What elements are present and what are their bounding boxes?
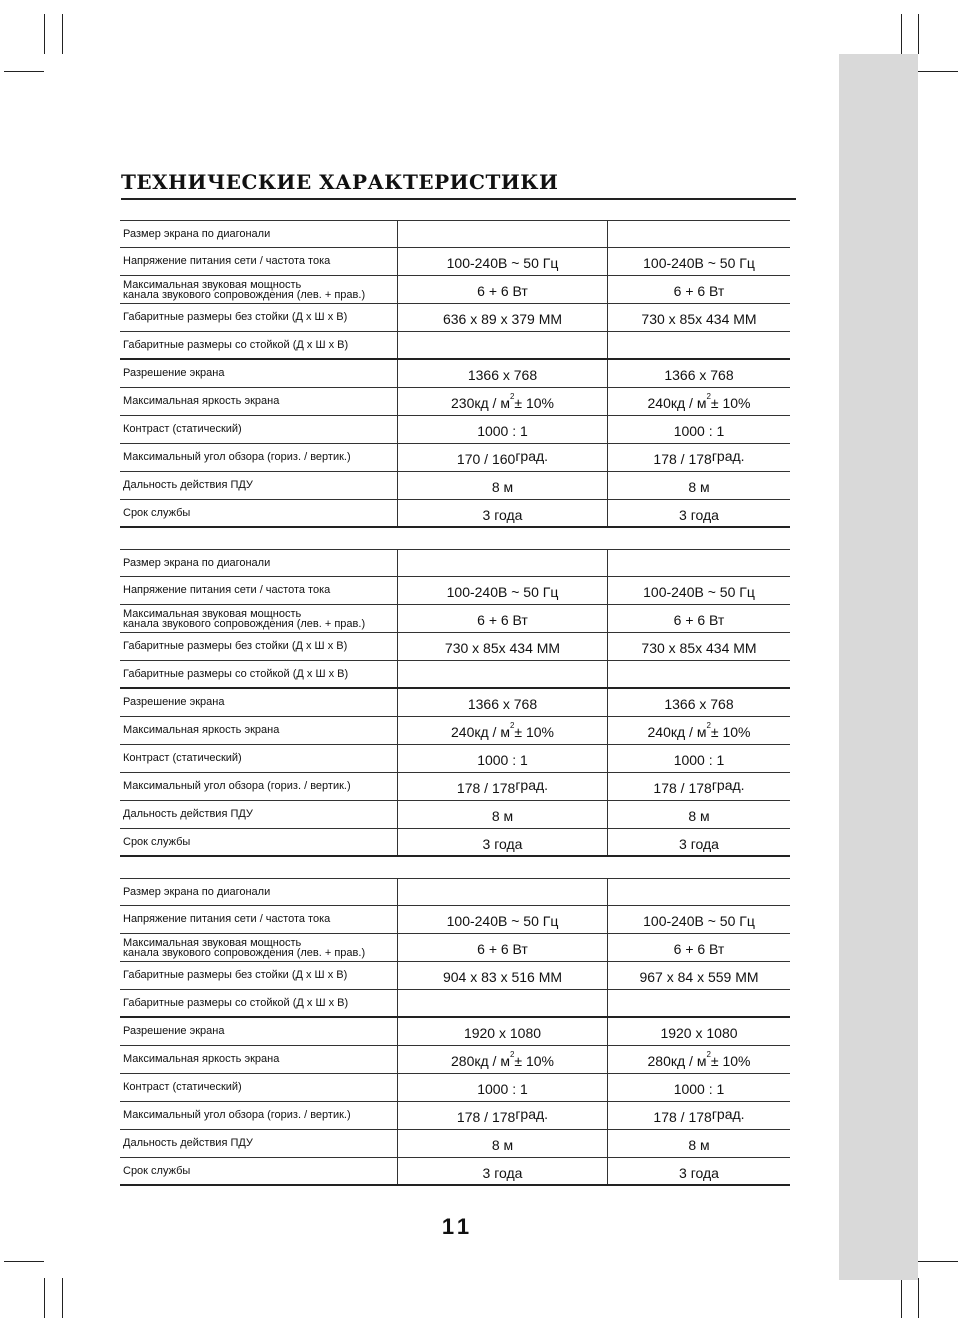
- crop-mark: [62, 14, 63, 54]
- superscript: 2: [509, 720, 515, 730]
- spec-value-model-2: [608, 577, 790, 604]
- value-text: 967 х 84 х 559 ММ: [639, 969, 759, 985]
- spec-value-model-2: [608, 829, 790, 855]
- angle-value: 178 / 178: [653, 780, 712, 796]
- spec-label-text: Напряжение питания сети / частота тока: [123, 255, 331, 267]
- spec-label: [120, 388, 398, 415]
- spec-value-model-1: [398, 801, 608, 828]
- brightness-value: 280: [647, 1053, 671, 1069]
- spec-value-model-1: [398, 773, 608, 800]
- brightness-unit: кд / м: [670, 395, 707, 411]
- spec-label-line: канала звукового сопровождения (лев. + прав.): [123, 288, 366, 301]
- spec-row-dim-no-stand: [120, 304, 790, 332]
- spec-value-model-2: [608, 879, 790, 905]
- spec-label-text: Размер экрана по диагонали: [123, 227, 271, 240]
- spec-label-text: Дальность действия ПДУ: [123, 808, 253, 820]
- spec-row-angle: [120, 1102, 790, 1130]
- value-text: 100-240В ~ 50 Гц: [643, 913, 755, 929]
- spec-value-model-2: [608, 388, 790, 415]
- spec-value-model-1: [398, 388, 608, 415]
- spec-label-text: Дальность действия ПДУ: [123, 1137, 253, 1149]
- angle-unit: град.: [711, 1106, 745, 1122]
- spec-label-text: Габаритные размеры без стойки (Д х Ш х В): [123, 969, 348, 981]
- spec-label: [120, 801, 398, 828]
- spec-value-model-1: [398, 1074, 608, 1101]
- spec-value-model-1: [398, 605, 608, 632]
- value-text: 3 года: [679, 1164, 719, 1181]
- angle-unit: град.: [515, 777, 549, 793]
- spec-value-model-2: [608, 1046, 790, 1073]
- spec-value-model-2: [608, 304, 790, 331]
- spec-value-model-1: [398, 1046, 608, 1073]
- spec-row-lifetime: [120, 1158, 790, 1186]
- spec-value-model-1: [398, 276, 608, 303]
- crop-mark: [62, 1278, 63, 1318]
- crop-mark: [918, 71, 958, 72]
- spec-value-model-1: [398, 934, 608, 961]
- brightness-unit: кд / м: [474, 1053, 510, 1069]
- spec-label: [120, 962, 398, 989]
- crop-mark: [918, 1278, 919, 1318]
- crop-mark: [4, 1261, 44, 1262]
- angle-value: 178 / 178: [456, 780, 516, 796]
- tolerance: ± 10%: [514, 1053, 554, 1069]
- spec-label: [120, 1102, 398, 1129]
- spec-label: [120, 332, 398, 358]
- value-text: 1000 : 1: [477, 423, 528, 439]
- spec-row-resolution: [120, 689, 790, 717]
- spec-label-text: Разрешение экрана: [123, 367, 225, 379]
- spec-label: [120, 1046, 398, 1073]
- spec-label: [120, 1158, 398, 1184]
- spec-label-text: Максимальная яркость экрана: [123, 395, 280, 407]
- spec-row-angle: [120, 444, 790, 472]
- spec-label-line: Максимальная звуковая мощность: [123, 936, 302, 949]
- spec-value-model-2: [608, 500, 790, 526]
- spec-value-model-2: [608, 990, 790, 1016]
- spec-row-power: [120, 248, 790, 276]
- spec-row-contrast: [120, 1074, 790, 1102]
- spec-label-text: Максимальный угол обзора (гориз. / вертик.): [123, 1109, 351, 1121]
- spec-label-text: Разрешение экрана: [123, 696, 225, 708]
- spec-label-text: Максимальный угол обзора (гориз. / вертик.): [123, 780, 351, 792]
- superscript: 2: [706, 1049, 711, 1059]
- spec-value-model-1: [398, 416, 608, 443]
- spec-value-model-1: [398, 689, 608, 716]
- spec-value-model-2: [608, 416, 790, 443]
- crop-mark: [918, 1261, 958, 1262]
- spec-value-model-1: [398, 745, 608, 772]
- tolerance: ± 10%: [710, 1053, 751, 1069]
- value-text: 730 х 85х 434 ММ: [641, 640, 757, 656]
- crop-mark: [901, 1278, 902, 1318]
- spec-label-text: Габаритные размеры со стойкой (Д х Ш х В): [123, 338, 349, 351]
- spec-value-model-2: [608, 962, 790, 989]
- spec-row-brightness: [120, 1046, 790, 1074]
- angle-value: 178 / 178: [653, 451, 712, 467]
- value-text: 1000 : 1: [477, 1081, 528, 1097]
- spec-value-model-2: [608, 906, 790, 933]
- superscript: 2: [509, 391, 515, 401]
- spec-value-model-1: [398, 360, 608, 387]
- spec-row-power: [120, 577, 790, 605]
- spec-value-model-2: [608, 773, 790, 800]
- spec-value-model-2: [608, 801, 790, 828]
- spec-label: [120, 689, 398, 716]
- spec-value-model-2: [608, 661, 790, 687]
- spec-label-text: Разрешение экрана: [123, 1025, 225, 1037]
- superscript: 2: [706, 720, 711, 730]
- value-text: 1920 х 1080: [463, 1025, 542, 1041]
- spec-label: [120, 605, 398, 632]
- spec-label: [120, 633, 398, 660]
- spec-label-line: канала звукового сопровождения (лев. + прав.): [123, 617, 366, 630]
- value-text: 100-240В ~ 50 Гц: [643, 255, 755, 271]
- value-text: 6 + 6 Вт: [477, 941, 528, 957]
- spec-value-model-1: [398, 1130, 608, 1157]
- spec-value-model-2: [608, 1130, 790, 1157]
- spec-label-text: Срок службы: [123, 835, 191, 848]
- angle-unit: град.: [515, 448, 549, 464]
- spec-row-diag: [120, 878, 790, 906]
- superscript: 2: [706, 391, 711, 401]
- value-text: 3 года: [679, 506, 719, 523]
- spec-label-text: Максимальная яркость экрана: [123, 724, 280, 736]
- spec-label: [120, 1018, 398, 1045]
- value-text: 1000 : 1: [673, 423, 725, 439]
- value-text: 8 м: [491, 1137, 514, 1153]
- superscript: 2: [509, 1049, 515, 1059]
- tolerance: ± 10%: [710, 724, 751, 740]
- spec-row-sound: [120, 276, 790, 304]
- angle-value: 178 / 178: [456, 1109, 516, 1125]
- angle-unit: град.: [711, 777, 745, 793]
- value-text: 100-240В ~ 50 Гц: [446, 584, 559, 600]
- spec-row-lifetime: [120, 829, 790, 857]
- value-text: 8 м: [688, 1137, 710, 1153]
- page-title: ТЕХНИЧЕСКИЕ ХАРАКТЕРИСТИКИ: [121, 170, 796, 200]
- value-text: 6 + 6 Вт: [477, 612, 528, 628]
- spec-label-text: Размер экрана по диагонали: [123, 556, 271, 569]
- spec-row-dim-stand: [120, 332, 790, 360]
- spec-value-model-1: [398, 962, 608, 989]
- spec-row-power: [120, 906, 790, 934]
- spec-value-model-1: [398, 304, 608, 331]
- spec-row-diag: [120, 549, 790, 577]
- spec-value-model-1: [398, 633, 608, 660]
- spec-label: [120, 1074, 398, 1101]
- spec-label-text: Максимальная яркость экрана: [123, 1053, 280, 1065]
- value-text: 100-240В ~ 50 Гц: [446, 913, 559, 929]
- spec-label: [120, 500, 398, 526]
- value-text: 100-240В ~ 50 Гц: [643, 584, 755, 600]
- spec-value-model-1: [398, 444, 608, 471]
- spec-label: [120, 550, 398, 576]
- spec-label: [120, 276, 398, 303]
- spec-value-model-1: [398, 661, 608, 687]
- spec-label: [120, 248, 398, 275]
- spec-row-dim-no-stand: [120, 962, 790, 990]
- spec-label-text: Габаритные размеры со стойкой (Д х Ш х В): [123, 667, 349, 680]
- value-text: 1000 : 1: [477, 752, 528, 768]
- value-text: 100-240В ~ 50 Гц: [446, 255, 559, 271]
- spec-label: [120, 906, 398, 933]
- spec-label-line: Максимальная звуковая мощность: [123, 278, 302, 291]
- value-text: 6 + 6 Вт: [673, 612, 725, 628]
- spec-label: [120, 360, 398, 387]
- value-text: 636 х 89 х 379 ММ: [442, 311, 563, 327]
- value-text: 3 года: [679, 835, 719, 852]
- value-text: 8 м: [491, 808, 514, 824]
- spec-row-dim-stand: [120, 661, 790, 689]
- spec-label: [120, 472, 398, 499]
- spec-label-text: Максимальный угол обзора (гориз. / вертик.): [123, 451, 351, 463]
- spec-value-model-2: [608, 717, 790, 744]
- spec-label: [120, 444, 398, 471]
- value-text: 1366 х 768: [467, 696, 538, 712]
- spec-table-1: [120, 220, 790, 528]
- spec-label: [120, 577, 398, 604]
- spec-row-contrast: [120, 416, 790, 444]
- spec-label: [120, 773, 398, 800]
- spec-row-diag: [120, 220, 790, 248]
- value-text: 3 года: [482, 1164, 523, 1181]
- angle-unit: град.: [515, 1106, 549, 1122]
- spec-value-model-2: [608, 221, 790, 247]
- spec-label-text: Контраст (статический): [123, 1081, 242, 1093]
- value-text: 1366 х 768: [664, 696, 734, 712]
- spec-label-text: Габаритные размеры со стойкой (Д х Ш х В): [123, 996, 349, 1009]
- spec-row-sound: [120, 605, 790, 633]
- spec-row-dim-no-stand: [120, 633, 790, 661]
- value-text: 8 м: [688, 808, 710, 824]
- angle-value: 170 / 160: [456, 451, 516, 467]
- brightness-value: 240: [647, 395, 671, 411]
- spec-label: [120, 829, 398, 855]
- spec-value-model-2: [608, 934, 790, 961]
- tolerance: ± 10%: [514, 395, 554, 411]
- spec-label-text: Срок службы: [123, 506, 191, 519]
- spec-label-text: Контраст (статический): [123, 423, 242, 435]
- spec-value-model-1: [398, 906, 608, 933]
- value-text: 1366 х 768: [467, 367, 538, 383]
- spec-row-resolution: [120, 360, 790, 388]
- value-text: 3 года: [482, 506, 523, 523]
- spec-value-model-1: [398, 829, 608, 855]
- spec-value-model-1: [398, 717, 608, 744]
- brightness-value: 280: [451, 1053, 475, 1069]
- value-text: 1366 х 768: [664, 367, 734, 383]
- spec-row-angle: [120, 773, 790, 801]
- value-text: 8 м: [491, 479, 514, 495]
- spec-row-contrast: [120, 745, 790, 773]
- spec-label-text: Контраст (статический): [123, 752, 242, 764]
- angle-value: 178 / 178: [653, 1109, 712, 1125]
- spec-value-model-1: [398, 879, 608, 905]
- crop-mark: [901, 14, 902, 54]
- spec-label-text: Габаритные размеры без стойки (Д х Ш х В): [123, 311, 348, 323]
- spec-value-model-2: [608, 472, 790, 499]
- brightness-value: 240: [451, 724, 475, 740]
- spec-value-model-1: [398, 1102, 608, 1129]
- tolerance: ± 10%: [514, 724, 554, 740]
- spec-value-model-1: [398, 332, 608, 358]
- spec-label: [120, 1130, 398, 1157]
- angle-unit: град.: [711, 448, 745, 464]
- spec-label-text: Габаритные размеры без стойки (Д х Ш х В): [123, 640, 348, 652]
- spec-value-model-1: [398, 221, 608, 247]
- value-text: 904 х 83 х 516 ММ: [442, 969, 563, 985]
- tolerance: ± 10%: [710, 395, 751, 411]
- spec-row-brightness: [120, 388, 790, 416]
- brightness-unit: кд / м: [474, 395, 510, 411]
- spec-label-text: Напряжение питания сети / частота тока: [123, 913, 331, 925]
- spec-label: [120, 416, 398, 443]
- page-number: 11: [441, 1214, 474, 1239]
- value-text: 8 м: [688, 479, 710, 495]
- value-text: 3 года: [482, 835, 523, 852]
- spec-label: [120, 745, 398, 772]
- spec-row-remote: [120, 472, 790, 500]
- spec-row-remote: [120, 1130, 790, 1158]
- spec-label: [120, 717, 398, 744]
- brightness-unit: кд / м: [670, 1053, 707, 1069]
- spec-value-model-2: [608, 276, 790, 303]
- value-text: 730 х 85х 434 ММ: [641, 311, 757, 327]
- spec-value-model-2: [608, 605, 790, 632]
- spec-table-2: [120, 549, 790, 857]
- spec-value-model-1: [398, 472, 608, 499]
- spec-table-3: [120, 878, 790, 1186]
- spec-value-model-1: [398, 990, 608, 1016]
- spec-row-dim-stand: [120, 990, 790, 1018]
- spec-value-model-2: [608, 745, 790, 772]
- spec-label: [120, 879, 398, 905]
- spec-label-text: Размер экрана по диагонали: [123, 885, 271, 898]
- spec-label: [120, 661, 398, 687]
- spec-label-text: Напряжение питания сети / частота тока: [123, 584, 331, 596]
- spec-label-line: канала звукового сопровождения (лев. + прав.): [123, 946, 366, 959]
- spec-row-brightness: [120, 717, 790, 745]
- spec-label: [120, 990, 398, 1016]
- crop-mark: [918, 14, 919, 54]
- spec-value-model-2: [608, 550, 790, 576]
- spec-value-model-2: [608, 1102, 790, 1129]
- spec-label: [120, 221, 398, 247]
- brightness-value: 230: [451, 395, 475, 411]
- spec-label-line: Максимальная звуковая мощность: [123, 607, 302, 620]
- crop-mark: [4, 71, 44, 72]
- spec-row-resolution: [120, 1018, 790, 1046]
- spec-label: [120, 304, 398, 331]
- spec-label: [120, 934, 398, 961]
- spec-value-model-2: [608, 1074, 790, 1101]
- value-text: 6 + 6 Вт: [477, 283, 528, 299]
- brightness-unit: кд / м: [474, 724, 510, 740]
- crop-mark: [44, 1278, 45, 1318]
- value-text: 730 х 85х 434 ММ: [444, 640, 561, 656]
- spec-value-model-2: [608, 1018, 790, 1045]
- side-tab-strip: [839, 54, 918, 1280]
- value-text: 1000 : 1: [673, 752, 725, 768]
- spec-value-model-1: [398, 577, 608, 604]
- value-text: 6 + 6 Вт: [673, 941, 725, 957]
- crop-mark: [44, 14, 45, 54]
- spec-value-model-2: [608, 360, 790, 387]
- value-text: 6 + 6 Вт: [673, 283, 725, 299]
- spec-value-model-1: [398, 248, 608, 275]
- spec-value-model-1: [398, 1018, 608, 1045]
- spec-row-sound: [120, 934, 790, 962]
- spec-value-model-2: [608, 1158, 790, 1184]
- spec-value-model-2: [608, 633, 790, 660]
- spec-value-model-1: [398, 1158, 608, 1184]
- brightness-value: 240: [647, 724, 671, 740]
- spec-value-model-2: [608, 248, 790, 275]
- spec-row-lifetime: [120, 500, 790, 528]
- spec-value-model-1: [398, 500, 608, 526]
- spec-label-text: Дальность действия ПДУ: [123, 479, 253, 491]
- spec-value-model-2: [608, 689, 790, 716]
- spec-row-remote: [120, 801, 790, 829]
- spec-label-text: Срок службы: [123, 1164, 191, 1177]
- spec-value-model-2: [608, 332, 790, 358]
- value-text: 1000 : 1: [673, 1081, 725, 1097]
- brightness-unit: кд / м: [670, 724, 707, 740]
- value-text: 1920 х 1080: [660, 1025, 738, 1041]
- spec-value-model-1: [398, 550, 608, 576]
- spec-value-model-2: [608, 444, 790, 471]
